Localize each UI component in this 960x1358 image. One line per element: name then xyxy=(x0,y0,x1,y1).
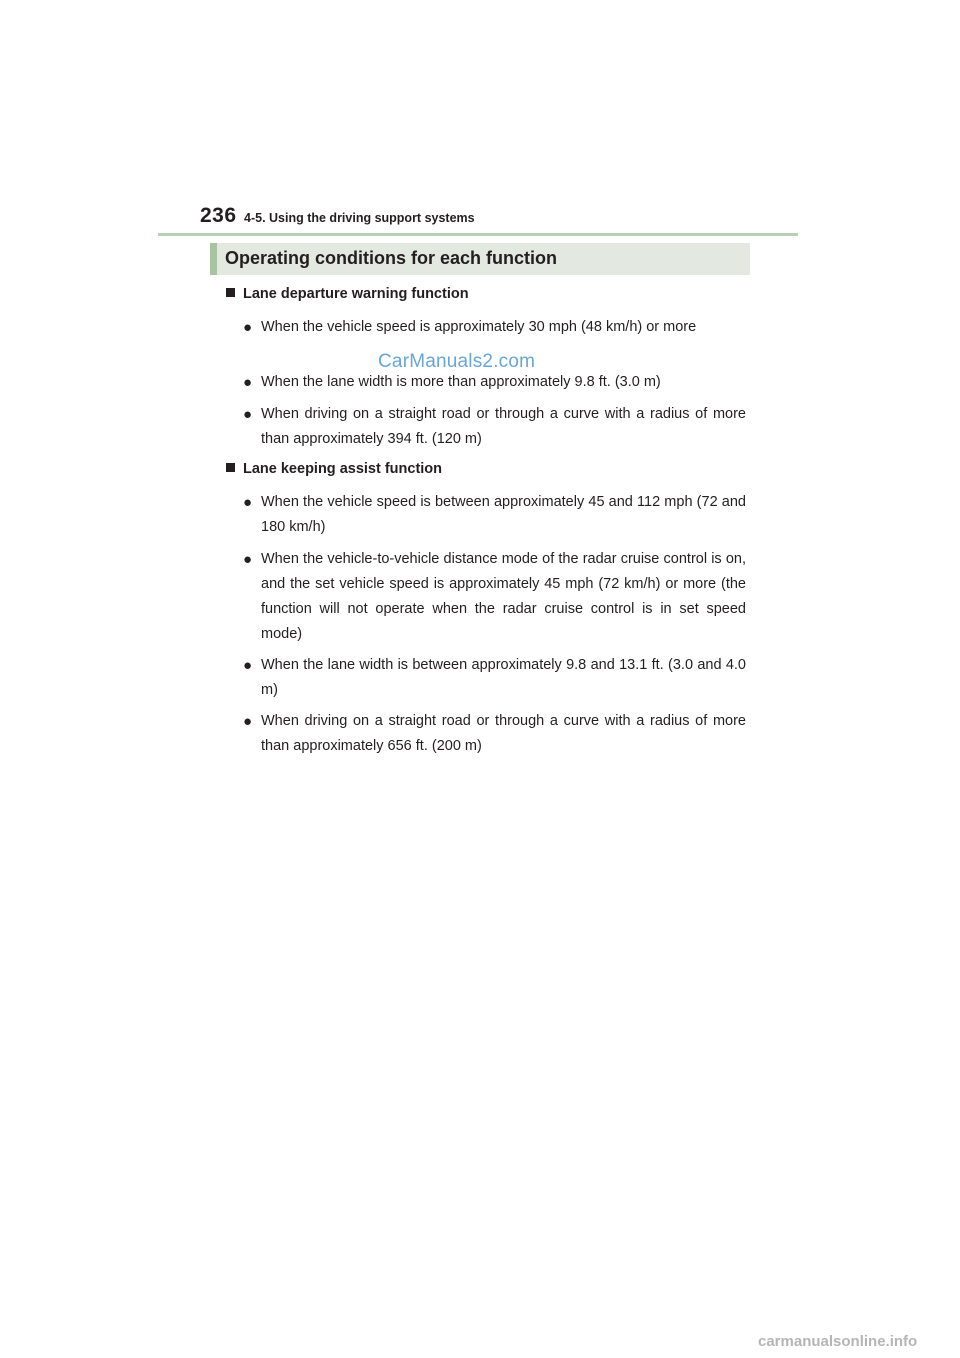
subheading-text: Lane departure warning function xyxy=(243,286,469,302)
subheading-text: Lane keeping assist function xyxy=(243,461,443,477)
subheading-lane-keeping xyxy=(226,461,442,477)
list-item-text: When driving on a straight road or through a curve with a radius of more than approximately 394 ft. (120 m) xyxy=(261,406,746,447)
bullet-icon: ● xyxy=(243,406,253,423)
section-heading xyxy=(210,243,750,275)
header-rule xyxy=(158,233,798,236)
square-bullet-icon xyxy=(226,288,235,297)
list-item xyxy=(243,370,746,395)
list-item-text: When driving on a straight road or through a curve with a radius of more than approximately 656 ft. (200 m) xyxy=(261,713,746,754)
list-item xyxy=(243,490,746,540)
list-item xyxy=(243,315,746,340)
section-heading-text: Operating conditions for each function xyxy=(225,248,558,268)
page-number: 236 xyxy=(200,204,237,227)
watermark-link-top[interactable]: CarManuals2.com xyxy=(378,351,536,372)
bullet-icon: ● xyxy=(243,374,253,391)
section-heading-accent xyxy=(210,243,217,275)
bullet-icon: ● xyxy=(243,319,253,336)
list-item xyxy=(243,547,746,647)
bullet-icon: ● xyxy=(243,494,253,511)
bullet-icon: ● xyxy=(243,713,253,730)
bullet-icon: ● xyxy=(243,657,253,674)
list-item xyxy=(243,402,746,452)
list-item xyxy=(243,709,746,759)
bullet-icon: ● xyxy=(243,551,253,568)
list-item-text: When the lane width is between approximately 9.8 and 13.1 ft. (3.0 and 4.0 m) xyxy=(261,657,746,698)
watermark-footer: carmanualsonline.info xyxy=(758,1333,918,1350)
section-path: 4-5. Using the driving support systems xyxy=(244,211,475,225)
square-bullet-icon xyxy=(226,463,235,472)
list-item xyxy=(243,653,746,703)
list-item-text: When the vehicle-to-vehicle distance mode of the radar cruise control is on, and the set vehicle speed is approximately 45 mph (72 km/h) or more (the function will not operate when the radar cruise control is in set speed mode) xyxy=(261,551,746,642)
subheading-lane-departure xyxy=(226,286,469,302)
list-item-text: When the vehicle speed is approximately 30 mph (48 km/h) or more xyxy=(261,319,697,335)
list-item-text: When the lane width is more than approximately 9.8 ft. (3.0 m) xyxy=(261,374,661,390)
list-item-text: When the vehicle speed is between approximately 45 and 112 mph (72 and 180 km/h) xyxy=(261,494,746,535)
